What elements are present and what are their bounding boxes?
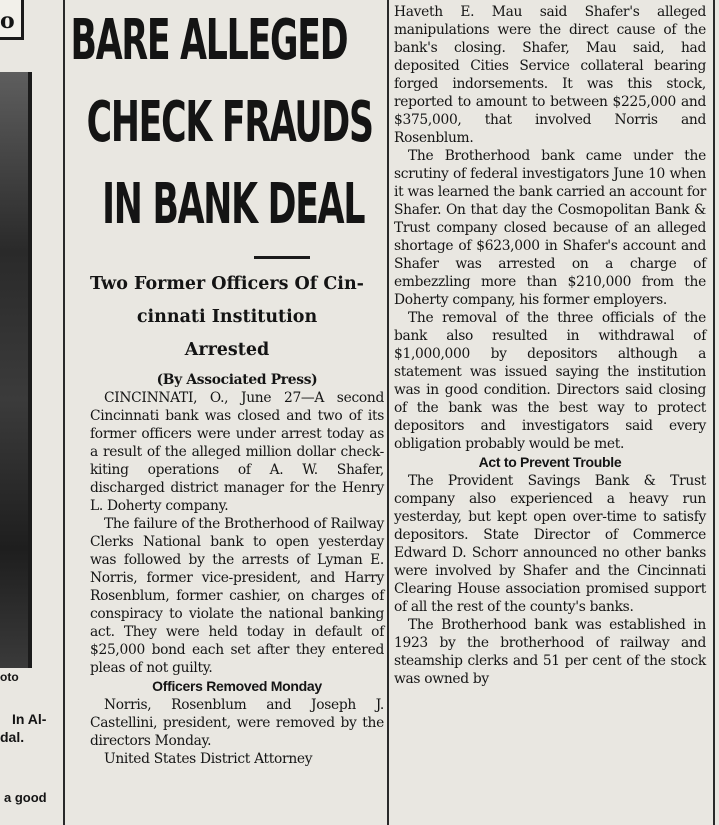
adjacent-headline-fragment-2: dal. [0, 729, 25, 745]
byline: (By Associated Press) [156, 372, 318, 388]
paragraph: Norris, Rosenblum and Joseph J. Castellini, president, were removed by the directors Monday. [90, 697, 384, 749]
photo-caption-fragment: oto [0, 670, 19, 684]
paragraph: The Brotherhood bank was established in 1923 by the brotherhood of railway and steamship clerks and 51 per cent of the stock was owned by [394, 617, 706, 687]
headline-line-3: IN BANK DEAL [102, 172, 365, 237]
article-left-column [68, 0, 386, 825]
column-rule-far-right [713, 0, 715, 825]
headline [68, 0, 373, 246]
paragraph: The Brotherhood bank came under the scrutiny of federal investigators June 10 when it was learned the bank carried an account for Shafer. On that day the Cosmopolitan Bank & Trust company closed because of an alleged shortage of $623,000 in Shafer's account and Shafer was arrested on a charge of embezzling more than $210,000 from the Doherty company, his former employers. [394, 148, 706, 308]
headline-line-2: CHECK FRAUDS [86, 90, 373, 155]
section-subhead: Officers Removed Monday [152, 678, 322, 694]
paragraph: The failure of the Brotherhood of Railway Clerks National bank to open yesterday was followed by the arrests of Lyman E. Norris, former vice-president, and Harry Rosenblum, former cashier, on charges of conspiracy to violate the national banking act. They were held today in default of $25,000 bond each set after they entered pleas of not guilty. [90, 516, 384, 676]
adjacent-photo [0, 72, 28, 668]
section-subhead: Act to Prevent Trouble [478, 454, 622, 470]
paragraph: The Provident Savings Bank & Trust company also experienced a heavy run yesterday, but kept open over-time to satisfy depositors. State Director of Commerce Edward D. Schorr announced no other banks were involved by Shafer and the Cincinnati Clearing House association promised support of all the rest of the county's banks. [394, 473, 706, 615]
column-rule-right [387, 0, 389, 825]
subhead-line-2: cinnati Institution [136, 307, 318, 327]
subhead-line-1: Two Former Officers Of Cin- [90, 274, 364, 294]
paragraph: CINCINNATI, O., June 27—A second Cincinnati bank was closed and two of its former officers were under arrest today as a result of the alleged million dollar check-kiting operations of A. W. Shafer, discharged district manager for the Henry L. Doherty company. [90, 390, 384, 514]
edge-fragment-text: o [0, 8, 15, 34]
paragraph: Haveth E. Mau said Shafer's alleged manipulations were the direct cause of the bank's closing. Shafer, Mau said, had deposited Cities Service collateral bearing forged indorsements. It was this stock, reported to amount to between $225,000 and $375,000, that involved Norris and Rosenblum. [394, 4, 706, 146]
paragraph: The removal of the three officials of the bank also resulted in withdrawal of $1,000,000 by depositors although a statement was issued saying the institution was in good condition. Directors said closing of the bank was the best way to protect depositors and investigators said every obligation probably would be met. [394, 310, 706, 452]
adjacent-headline-fragment-1: In Al- [12, 711, 47, 727]
photo-border [28, 72, 32, 668]
paragraph: United States District Attorney [104, 751, 313, 767]
article-body-right [394, 3, 706, 688]
headline-divider [254, 256, 310, 259]
headline-line-1: BARE ALLEGED [70, 8, 348, 73]
subheadline [68, 268, 386, 367]
adjacent-column-fragment [0, 0, 62, 825]
adjacent-text-fragment: a good [4, 790, 47, 805]
adjacent-box-fragment [0, 0, 24, 40]
subhead-line-3: Arrested [184, 340, 270, 360]
article-body-left [90, 371, 384, 768]
column-rule-left [63, 0, 65, 825]
